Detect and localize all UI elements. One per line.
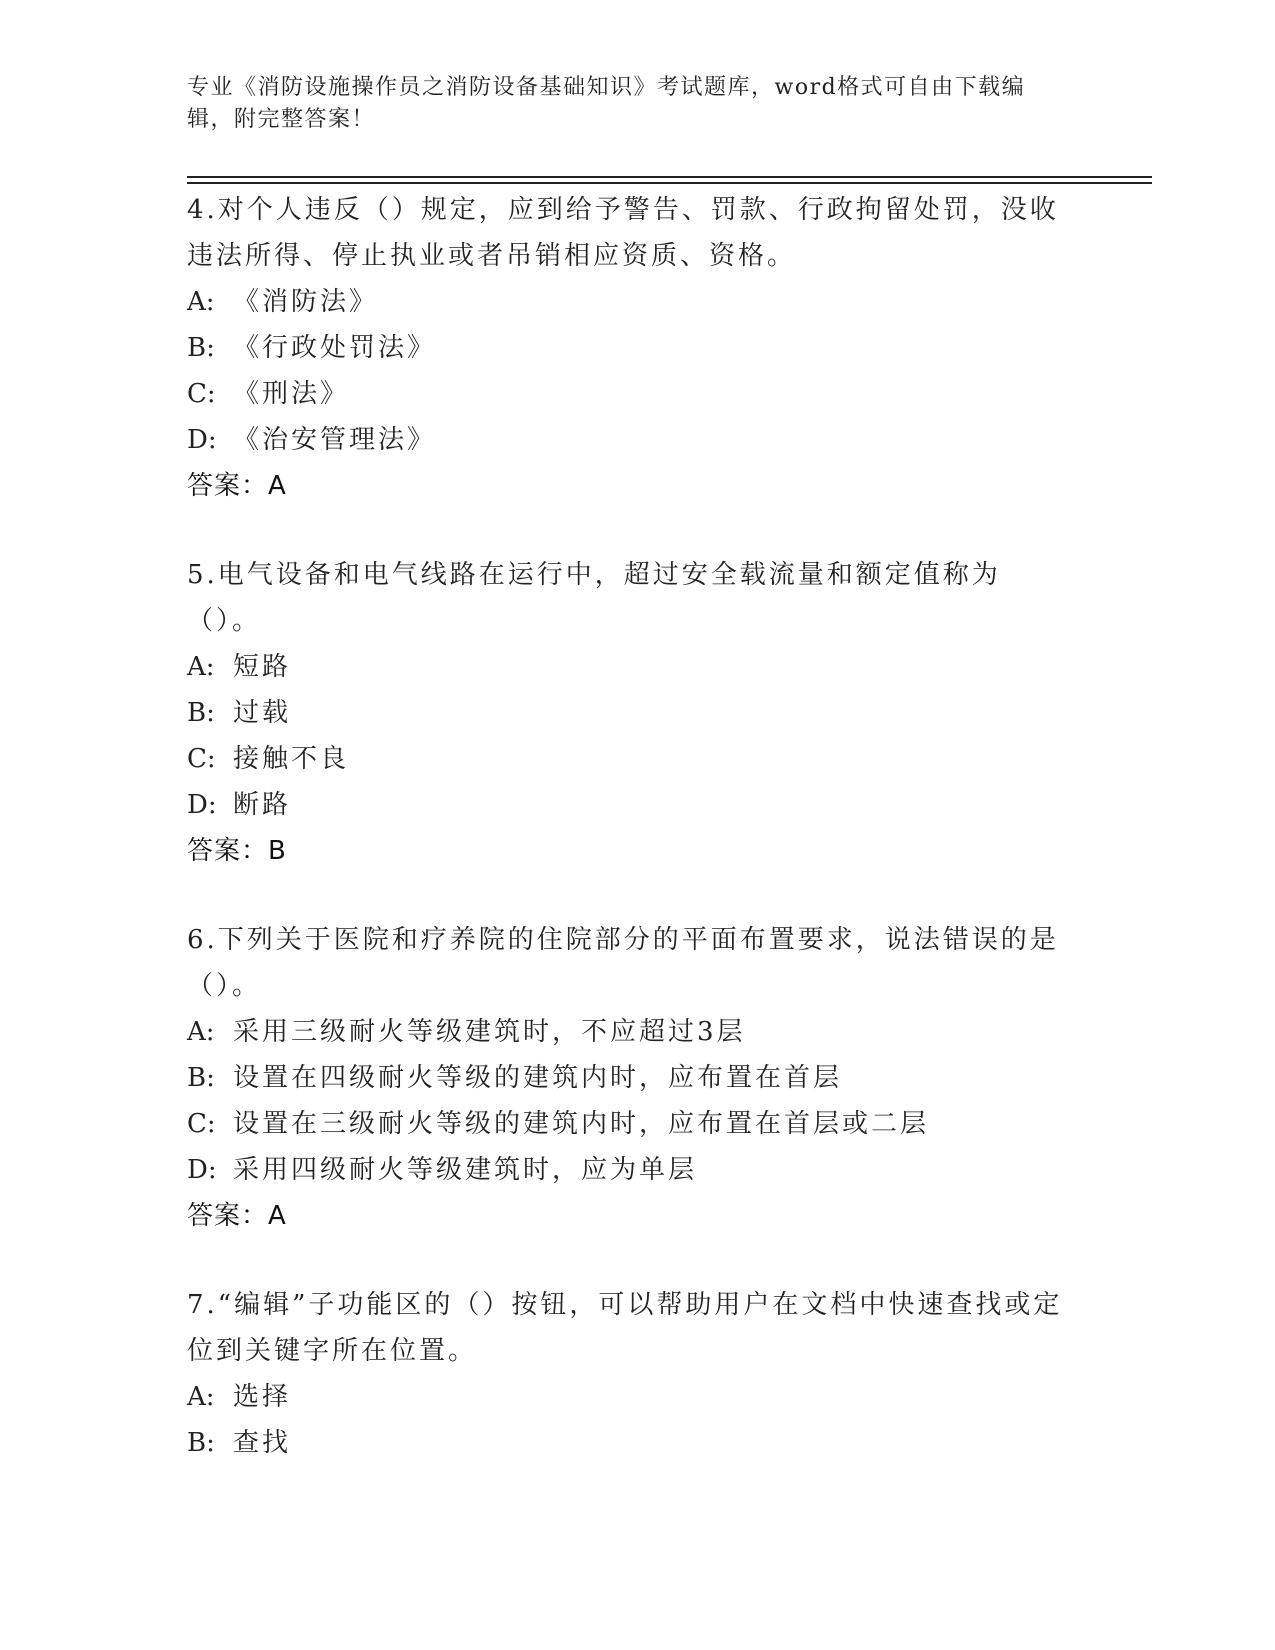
option-text: 选择 (233, 1382, 292, 1412)
option-letter: D: (187, 790, 217, 820)
option-text: 《消防法》 (233, 287, 379, 317)
option-text: 采用四级耐火等级建筑时，应为单层 (233, 1155, 698, 1185)
question-7 (187, 1282, 1067, 1466)
question-6 (187, 917, 1067, 1239)
option-text: 采用三级耐火等级建筑时，不应超过3层 (233, 1017, 746, 1047)
question-5 (187, 552, 1067, 874)
option-b (187, 325, 1067, 371)
option-b (187, 1055, 1067, 1101)
option-text: 短路 (233, 652, 292, 682)
option-b (187, 690, 1067, 736)
option-text: 设置在四级耐火等级的建筑内时，应布置在首层 (233, 1063, 843, 1093)
option-a (187, 279, 1067, 325)
option-letter: D: (187, 425, 217, 455)
option-text: 查找 (233, 1428, 292, 1458)
option-text: 接触不良 (233, 744, 350, 774)
option-c (187, 736, 1067, 782)
option-text: 断路 (233, 790, 292, 820)
document-header: 专业《消防设施操作员之消防设备基础知识》考试题库，word格式可自由下载编辑，附完整答案！ (187, 75, 1026, 132)
option-d (187, 782, 1067, 828)
header-divider-top (187, 176, 1152, 178)
option-letter: A: (187, 652, 215, 682)
option-letter: B: (187, 1063, 215, 1093)
option-b (187, 1420, 1067, 1466)
option-c (187, 371, 1067, 417)
question-4 (187, 187, 1067, 509)
option-a (187, 1374, 1067, 1420)
option-letter: B: (187, 1428, 215, 1458)
option-text: 设置在三级耐火等级的建筑内时，应布置在首层或二层 (233, 1109, 930, 1139)
option-letter: A: (187, 287, 215, 317)
question-stem: 5.电气设备和电气线路在运行中，超过安全载流量和额定值称为（）。 (187, 560, 1001, 636)
answer-line: 答案：B (187, 836, 287, 866)
option-letter: A: (187, 1382, 215, 1412)
header-divider-bottom (187, 182, 1152, 184)
option-c (187, 1101, 1067, 1147)
option-text: 《刑法》 (233, 379, 350, 409)
question-stem: 4.对个人违反（）规定，应到给予警告、罚款、行政拘留处罚，没收违法所得、停止执业或者吊销相应资质、资格。 (187, 195, 1059, 271)
option-letter: A: (187, 1017, 215, 1047)
option-letter: C: (187, 379, 216, 409)
option-d (187, 417, 1067, 463)
question-stem: 6.下列关于医院和疗养院的住院部分的平面布置要求，说法错误的是（）。 (187, 925, 1059, 1001)
option-text: 过载 (233, 698, 292, 728)
option-a (187, 1009, 1067, 1055)
option-text: 《行政处罚法》 (233, 333, 437, 363)
answer-line: 答案：A (187, 471, 287, 501)
option-letter: D: (187, 1155, 217, 1185)
option-text: 《治安管理法》 (233, 425, 437, 455)
option-letter: C: (187, 744, 216, 774)
answer-line: 答案：A (187, 1201, 287, 1231)
option-letter: B: (187, 698, 215, 728)
option-letter: B: (187, 333, 215, 363)
option-d (187, 1147, 1067, 1193)
option-letter: C: (187, 1109, 216, 1139)
question-stem: 7.“编辑”子功能区的（）按钮，可以帮助用户在文档中快速查找或定位到关键字所在位置。 (187, 1290, 1063, 1366)
option-a (187, 644, 1067, 690)
